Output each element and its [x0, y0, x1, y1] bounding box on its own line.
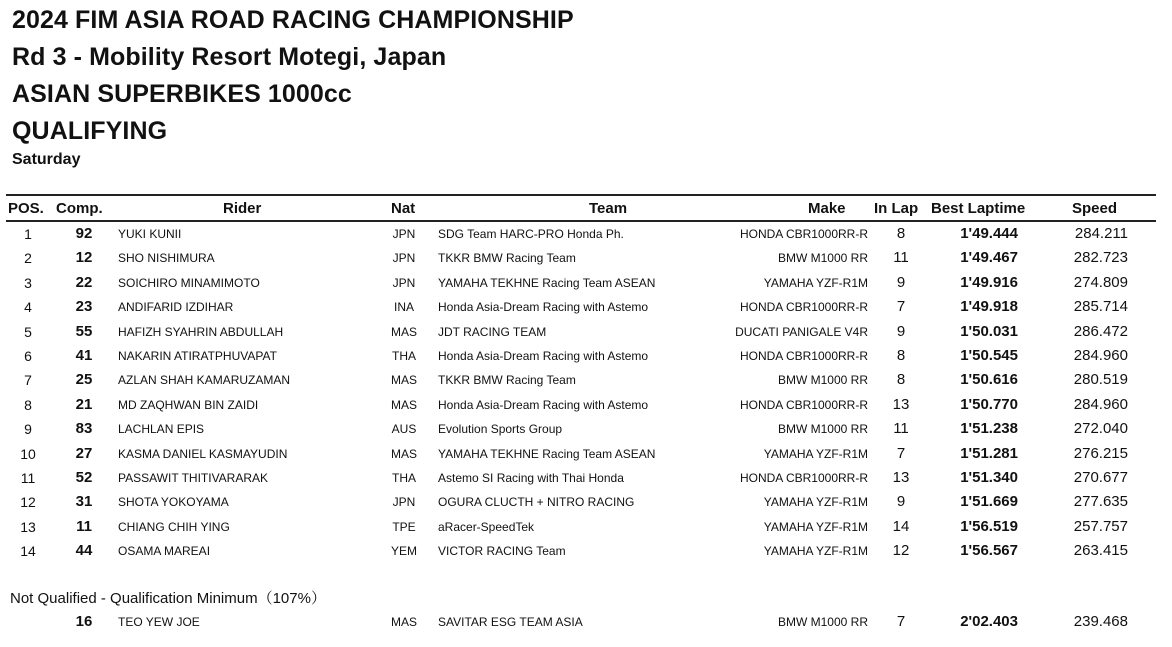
table-top-rule	[6, 194, 1156, 196]
team-cell: SAVITAR ESG TEAM ASIA	[438, 615, 583, 629]
nationality-cell: AUS	[391, 422, 417, 437]
position-cell: 10	[20, 445, 36, 462]
table-row	[0, 248, 1172, 272]
competitor-number-cell: 44	[75, 542, 93, 560]
competitor-number-cell: 31	[75, 493, 93, 511]
best-laptime-cell: 1'49.916	[960, 273, 1018, 291]
speed-cell: 284.960	[1073, 395, 1128, 413]
position-cell: 5	[24, 323, 32, 340]
in-lap-cell: 8	[896, 225, 906, 242]
nationality-cell: JPN	[392, 251, 416, 266]
team-cell: Honda Asia-Dream Racing with Astemo	[438, 397, 649, 412]
table-row	[0, 322, 1172, 346]
make-cell: BMW M1000 RR	[777, 373, 868, 388]
speed-cell: 239.468	[1073, 613, 1128, 630]
competitor-number-cell: 16	[75, 613, 93, 630]
session-day: Saturday	[12, 151, 81, 168]
rider-cell: YUKI KUNII	[118, 227, 182, 241]
position-cell: 4	[24, 299, 32, 316]
team-cell: YAMAHA TEKHNE Racing Team ASEAN	[438, 446, 656, 461]
rider-cell: SOICHIRO MINAMIMOTO	[118, 275, 260, 290]
round-title: Rd 3 - Mobility Resort Motegi, Japan	[12, 43, 447, 71]
table-row	[0, 541, 1172, 565]
in-lap-cell: 14	[892, 517, 910, 535]
nationality-cell: THA	[392, 471, 416, 485]
column-header-speed: Speed	[1072, 200, 1118, 217]
competitor-number-cell: 22	[75, 273, 93, 291]
team-cell: VICTOR RACING Team	[438, 544, 566, 559]
team-cell: OGURA CLUCTH + NITRO RACING	[438, 495, 635, 510]
class-title: ASIAN SUPERBIKES 1000cc	[12, 80, 352, 108]
position-cell: 6	[24, 348, 32, 364]
table-row	[0, 224, 1172, 248]
team-cell: Honda Asia-Dream Racing with Astemo	[438, 300, 649, 315]
speed-cell: 280.519	[1073, 371, 1128, 389]
table-header-rule	[6, 220, 1156, 222]
table-row	[0, 346, 1172, 370]
best-laptime-cell: 1'56.519	[960, 517, 1018, 535]
make-cell: YAMAHA YZF-R1M	[763, 495, 868, 510]
column-header-best-laptime: Best Laptime	[931, 200, 1026, 217]
rider-cell: ANDIFARID IZDIHAR	[118, 300, 234, 315]
speed-cell: 282.723	[1073, 249, 1128, 267]
speed-cell: 276.215	[1073, 444, 1128, 462]
rider-cell: KASMA DANIEL KASMAYUDIN	[118, 446, 288, 461]
table-row	[0, 395, 1172, 419]
make-cell: YAMAHA YZF-R1M	[763, 519, 868, 534]
position-cell: 11	[20, 470, 36, 486]
make-cell: BMW M1000 RR	[777, 615, 868, 629]
speed-cell: 263.415	[1073, 542, 1128, 560]
competitor-number-cell: 27	[75, 444, 93, 462]
position-cell: 13	[20, 518, 36, 535]
rider-cell: MD ZAQHWAN BIN ZAIDI	[118, 397, 259, 412]
rider-cell: SHOTA YOKOYAMA	[118, 495, 229, 510]
speed-cell: 284.211	[1074, 225, 1128, 242]
position-cell: 8	[24, 396, 32, 413]
rider-cell: NAKARIN ATIRATPHUVAPAT	[118, 349, 277, 363]
speed-cell: 277.635	[1073, 493, 1128, 511]
rider-cell: SHO NISHIMURA	[118, 251, 215, 266]
best-laptime-cell: 1'51.281	[960, 444, 1018, 462]
column-header-pos: POS.	[8, 200, 44, 217]
column-header-rider: Rider	[223, 200, 262, 217]
position-cell: 14	[20, 543, 36, 560]
competitor-number-cell: 11	[76, 517, 92, 535]
speed-cell: 274.809	[1073, 273, 1128, 291]
nationality-cell: MAS	[390, 397, 417, 412]
competitor-number-cell: 52	[75, 469, 93, 486]
table-row	[0, 492, 1172, 516]
best-laptime-cell: 1'50.545	[960, 347, 1018, 364]
competitor-number-cell: 25	[75, 371, 93, 389]
in-lap-cell: 13	[892, 395, 910, 413]
position-cell: 1	[24, 226, 32, 242]
in-lap-cell: 7	[896, 613, 906, 630]
speed-cell: 270.677	[1073, 469, 1128, 486]
team-cell: Evolution Sports Group	[438, 422, 563, 437]
best-laptime-cell: 1'49.918	[960, 298, 1018, 316]
table-row	[0, 444, 1172, 468]
nationality-cell: YEM	[390, 544, 417, 559]
in-lap-cell: 9	[896, 322, 906, 340]
nationality-cell: MAS	[390, 446, 417, 461]
position-cell: 7	[24, 372, 32, 389]
competitor-number-cell: 92	[75, 225, 93, 242]
rider-cell: HAFIZH SYAHRIN ABDULLAH	[118, 324, 284, 339]
make-cell: HONDA CBR1000RR-R	[739, 397, 868, 412]
best-laptime-cell: 2'02.403	[960, 613, 1018, 630]
speed-cell: 286.472	[1073, 322, 1128, 340]
speed-cell: 272.040	[1073, 420, 1128, 438]
in-lap-cell: 9	[896, 493, 906, 511]
column-header-team: Team	[589, 200, 628, 217]
best-laptime-cell: 1'51.669	[960, 493, 1018, 511]
competitor-number-cell: 21	[75, 395, 93, 413]
position-cell: 2	[24, 250, 32, 267]
in-lap-cell: 13	[892, 469, 910, 486]
best-laptime-cell: 1'56.567	[960, 542, 1018, 560]
in-lap-cell: 8	[896, 347, 906, 364]
team-cell: YAMAHA TEKHNE Racing Team ASEAN	[438, 275, 656, 290]
column-header-in-lap: In Lap	[874, 200, 919, 217]
best-laptime-cell: 1'51.238	[960, 420, 1018, 438]
nationality-cell: MAS	[390, 615, 417, 629]
speed-cell: 257.757	[1073, 517, 1128, 535]
competitor-number-cell: 55	[75, 322, 93, 340]
nationality-cell: INA	[393, 300, 414, 315]
in-lap-cell: 8	[896, 371, 906, 389]
team-cell: aRacer-SpeedTek	[438, 519, 535, 534]
best-laptime-cell: 1'50.031	[960, 322, 1018, 340]
column-header-nat: Nat	[391, 200, 416, 217]
team-cell: SDG Team HARC-PRO Honda Ph.	[438, 227, 624, 241]
in-lap-cell: 7	[896, 444, 906, 462]
speed-cell: 284.960	[1073, 347, 1128, 364]
nationality-cell: MAS	[390, 373, 417, 388]
best-laptime-cell: 1'50.616	[960, 371, 1018, 389]
table-row	[0, 419, 1172, 443]
nationality-cell: MAS	[390, 324, 417, 339]
championship-title: 2024 FIM ASIA ROAD RACING CHAMPIONSHIP	[12, 6, 574, 34]
team-cell: JDT RACING TEAM	[438, 324, 547, 339]
table-row	[0, 468, 1172, 492]
in-lap-cell: 12	[892, 542, 910, 560]
table-row	[0, 273, 1172, 297]
table-row	[0, 297, 1172, 321]
nationality-cell: JPN	[392, 275, 416, 290]
nationality-cell: THA	[392, 349, 416, 363]
competitor-number-cell: 41	[75, 347, 93, 364]
nationality-cell: JPN	[392, 227, 416, 241]
best-laptime-cell: 1'51.340	[960, 469, 1018, 486]
nationality-cell: TPE	[392, 519, 416, 534]
in-lap-cell: 11	[893, 249, 909, 267]
make-cell: HONDA CBR1000RR-R	[739, 227, 868, 241]
make-cell: HONDA CBR1000RR-R	[739, 300, 868, 315]
column-header-comp: Comp.	[56, 200, 103, 217]
team-cell: TKKR BMW Racing Team	[438, 373, 576, 388]
make-cell: HONDA CBR1000RR-R	[739, 349, 868, 363]
competitor-number-cell: 83	[75, 420, 93, 438]
rider-cell: LACHLAN EPIS	[118, 422, 205, 437]
rider-cell: CHIANG CHIH YING	[118, 519, 230, 534]
rider-cell: TEO YEW JOE	[118, 615, 200, 629]
position-cell: 9	[24, 421, 32, 438]
competitor-number-cell: 23	[75, 298, 93, 316]
competitor-number-cell: 12	[75, 249, 93, 267]
make-cell: DUCATI PANIGALE V4R	[735, 324, 868, 339]
best-laptime-cell: 1'49.444	[960, 225, 1018, 242]
in-lap-cell: 7	[896, 298, 906, 316]
team-cell: Honda Asia-Dream Racing with Astemo	[438, 349, 649, 363]
position-cell: 3	[24, 274, 32, 291]
make-cell: BMW M1000 RR	[777, 422, 868, 437]
in-lap-cell: 11	[893, 420, 909, 438]
team-cell: TKKR BMW Racing Team	[438, 251, 576, 266]
speed-cell: 285.714	[1073, 298, 1128, 316]
best-laptime-cell: 1'50.770	[960, 395, 1018, 413]
make-cell: YAMAHA YZF-R1M	[763, 275, 868, 290]
table-row	[0, 370, 1172, 394]
team-cell: Astemo SI Racing with Thai Honda	[438, 471, 624, 485]
column-header-make: Make	[808, 200, 846, 217]
make-cell: HONDA CBR1000RR-R	[739, 471, 868, 485]
in-lap-cell: 9	[896, 273, 906, 291]
table-row	[0, 517, 1172, 541]
rider-cell: PASSAWIT THITIVARARAK	[118, 471, 269, 485]
not-qualified-heading: Not Qualified - Qualification Minimum（107%）	[10, 590, 326, 607]
make-cell: BMW M1000 RR	[777, 251, 868, 266]
table-row	[0, 612, 1172, 636]
nationality-cell: JPN	[392, 495, 416, 510]
make-cell: YAMAHA YZF-R1M	[763, 544, 868, 559]
best-laptime-cell: 1'49.467	[960, 249, 1018, 267]
rider-cell: AZLAN SHAH KAMARUZAMAN	[118, 373, 291, 388]
position-cell: 12	[20, 494, 36, 511]
make-cell: YAMAHA YZF-R1M	[763, 446, 868, 461]
rider-cell: OSAMA MAREAI	[118, 544, 211, 559]
session-title: QUALIFYING	[12, 117, 168, 145]
